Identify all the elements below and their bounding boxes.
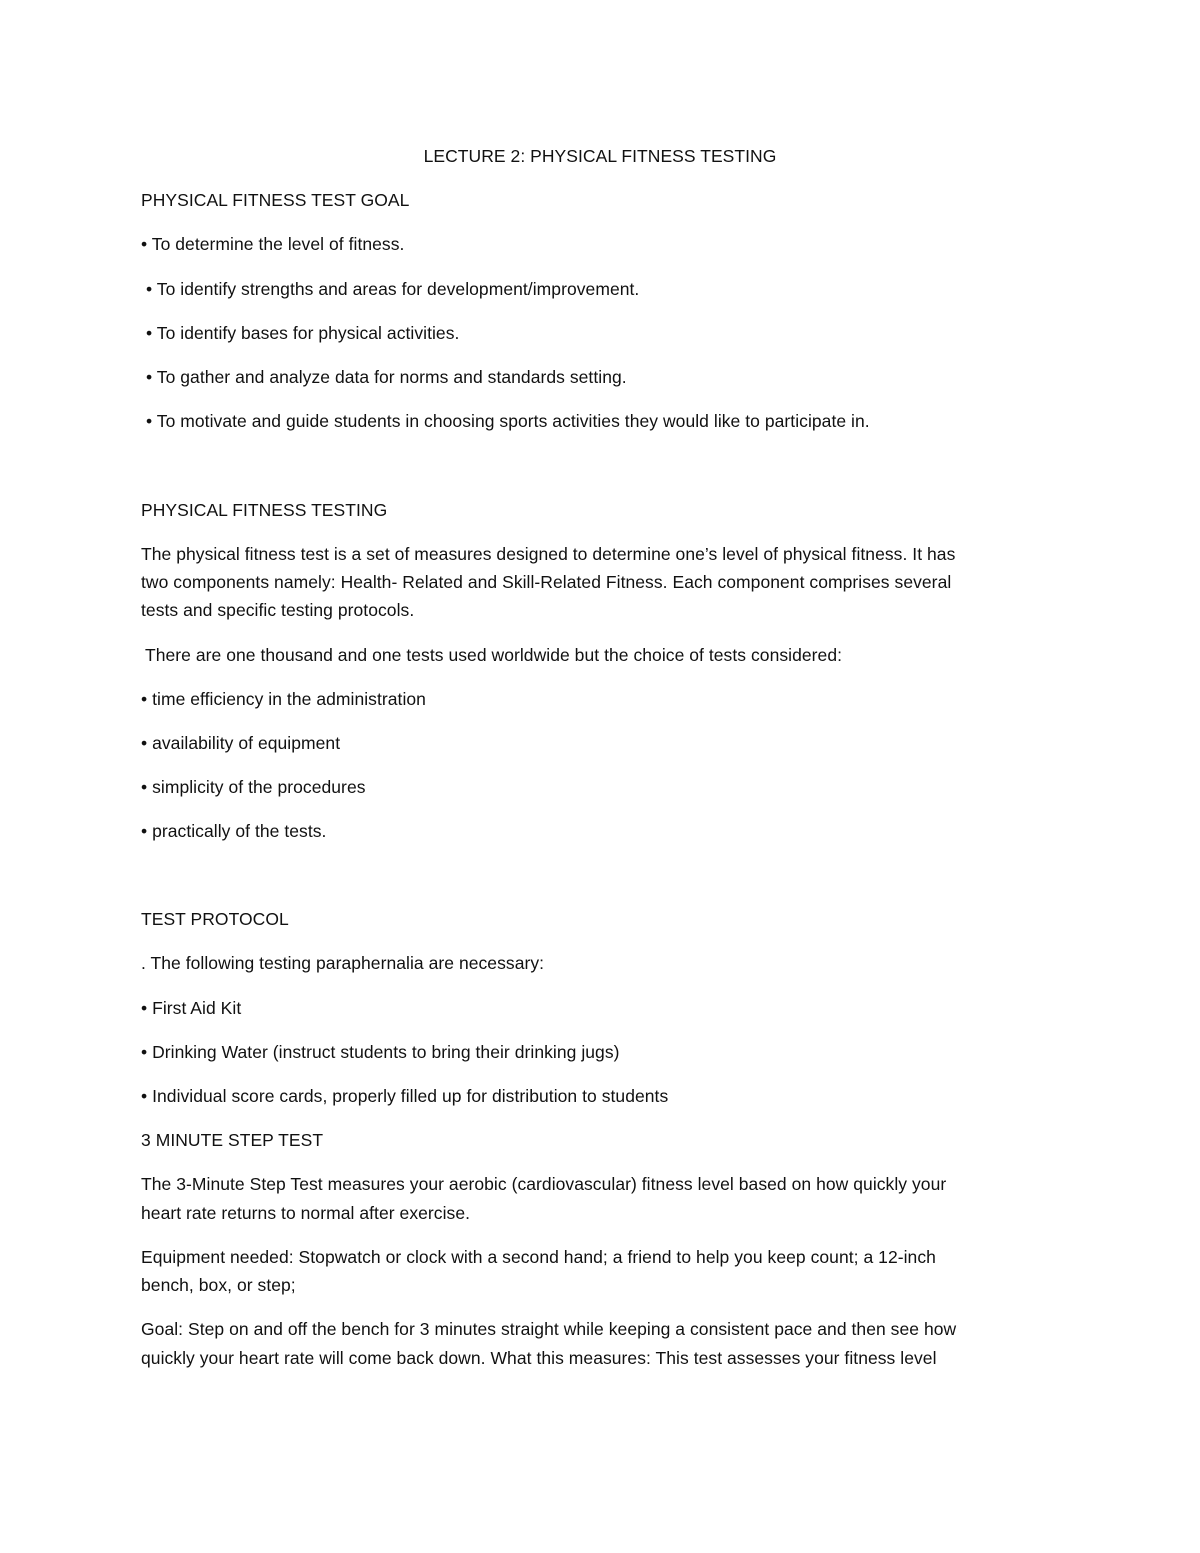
protocol-bullet: • Individual score cards, properly filled up for distribution to students <box>141 1086 669 1106</box>
step-test-description-line: The 3-Minute Step Test measures your aerobic (cardiovascular) fitness level based on how quickly your <box>141 1174 947 1194</box>
goal-bullet: • To motivate and guide students in choosing sports activities they would like to participate in. <box>146 411 870 431</box>
page-title: LECTURE 2: PHYSICAL FITNESS TESTING <box>423 146 777 166</box>
testing-section-heading: PHYSICAL FITNESS TESTING <box>141 500 388 520</box>
step-test-goal-line: Goal: Step on and off the bench for 3 minutes straight while keeping a consistent pace and then see how <box>141 1319 957 1339</box>
step-test-equipment-line: bench, box, or step; <box>141 1275 296 1295</box>
goal-bullet: • To determine the level of fitness. <box>141 234 405 254</box>
step-test-equipment-line: Equipment needed: Stopwatch or clock with a second hand; a friend to help you keep count; a 12-inch <box>141 1247 936 1267</box>
protocol-bullet: • Drinking Water (instruct students to bring their drinking jugs) <box>141 1042 620 1062</box>
goal-bullet: • To gather and analyze data for norms and standards setting. <box>146 367 627 387</box>
testing-intro: There are one thousand and one tests used worldwide but the choice of tests considered: <box>145 645 843 665</box>
step-test-heading: 3 MINUTE STEP TEST <box>141 1130 324 1150</box>
testing-bullet: • practically of the tests. <box>141 821 327 841</box>
testing-bullet: • simplicity of the procedures <box>141 777 366 797</box>
protocol-section-heading: TEST PROTOCOL <box>141 909 289 929</box>
testing-paragraph-line: tests and specific testing protocols. <box>141 600 415 620</box>
step-test-goal-line: quickly your heart rate will come back down. What this measures: This test assesses your fitness level <box>141 1348 937 1368</box>
goal-section-heading: PHYSICAL FITNESS TEST GOAL <box>141 190 410 210</box>
testing-paragraph-line: two components namely: Health- Related and Skill-Related Fitness. Each component comprises several <box>141 572 952 592</box>
protocol-bullet: • First Aid Kit <box>141 998 242 1018</box>
goal-bullet: • To identify bases for physical activities. <box>146 323 460 343</box>
testing-paragraph-line: The physical fitness test is a set of measures designed to determine one’s level of physical fitness. It has <box>141 544 956 564</box>
protocol-intro: . The following testing paraphernalia are necessary: <box>141 953 545 973</box>
step-test-description-line: heart rate returns to normal after exercise. <box>141 1203 471 1223</box>
testing-bullet: • time efficiency in the administration <box>141 689 426 709</box>
testing-bullet: • availability of equipment <box>141 733 341 753</box>
goal-bullet: • To identify strengths and areas for development/improvement. <box>146 279 640 299</box>
